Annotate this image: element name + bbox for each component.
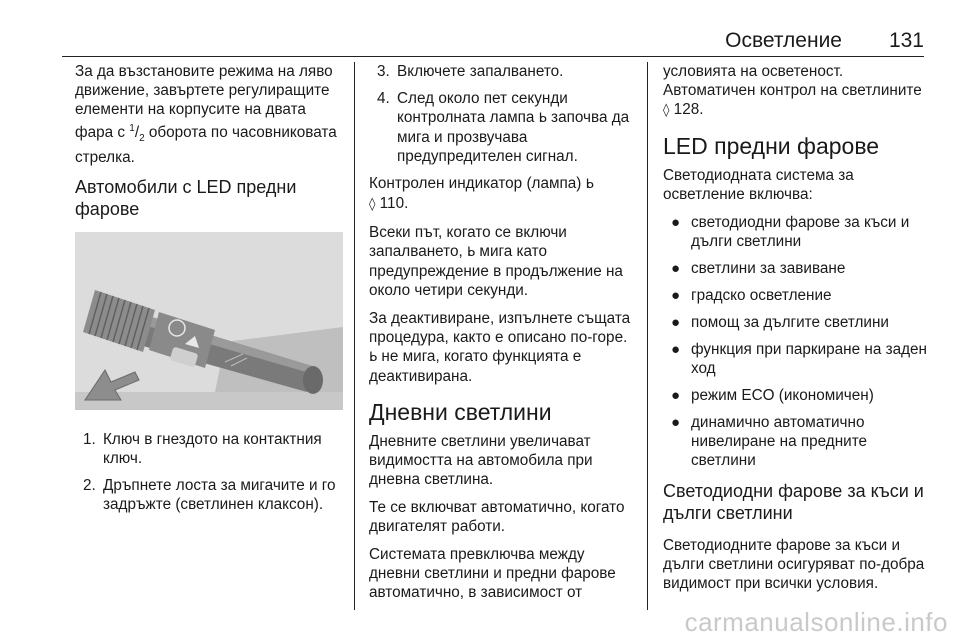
paragraph	[369, 174, 637, 214]
paragraph: Светодиодната система за осветление включва:	[663, 167, 854, 203]
bullet-icon: ●	[671, 214, 681, 231]
paragraph-text: Всеки път, когато се включи запалването,	[369, 224, 567, 260]
list-item-text: започва да мига и прозвучава предупредителен сигнал.	[397, 109, 630, 165]
numbered-list	[369, 62, 637, 166]
page-reference[interactable]: 128.	[669, 101, 704, 118]
paragraph: Те се включват автоматично, когато двигателят работи.	[369, 499, 625, 535]
watermark: carmanualsonline.info	[684, 607, 948, 637]
paragraph-text: Автоматичен контрол на светлините	[663, 82, 922, 99]
paragraph-text: условията на осветеност.	[663, 63, 844, 80]
list-number: 1.	[83, 431, 96, 449]
numbered-list	[75, 430, 343, 514]
paragraph-text: мига като предупреждение в продължение на около четири секунди.	[369, 243, 623, 299]
bullet-list	[663, 213, 931, 470]
list-item	[75, 476, 343, 514]
page-reference[interactable]: 110.	[375, 195, 409, 212]
subsection-heading: Светодиодни фарове за къси и дълги светлини	[663, 481, 924, 523]
paragraph	[369, 223, 637, 300]
fraction-separator: /	[134, 124, 140, 142]
indicator-lamp-icon: ᖯ	[538, 111, 547, 126]
paragraph	[663, 62, 931, 81]
list-item	[663, 313, 931, 332]
list-number: 3.	[377, 63, 390, 80]
list-item	[663, 259, 931, 278]
list-item-text: функция при паркиране на заден ход	[691, 341, 927, 377]
list-item	[663, 213, 931, 251]
list-item-text: Включете запалването.	[397, 63, 564, 80]
column-3	[663, 62, 931, 602]
fraction-numerator: 1	[129, 123, 135, 134]
section-title: Осветление	[725, 29, 842, 52]
page-reference-arrow-icon: ◊	[369, 197, 376, 212]
bullet-icon: ●	[671, 387, 681, 404]
paragraph-text: За да възстановите режима на ляво движение, завъртете регулиращите елементи на корпусите на двата фара с	[75, 63, 333, 142]
paragraph	[369, 309, 637, 386]
paragraph: Светодиодните фарове за къси и дълги светлини осигуряват по-добра видимост при всички условия.	[663, 537, 925, 592]
list-item	[75, 430, 343, 468]
section-heading: LED предни фарове	[663, 133, 880, 159]
list-item-text: светодиодни фарове за къси и дълги светлини	[691, 214, 910, 250]
list-item-text: режим ECO (икономичен)	[691, 387, 874, 404]
indicator-lamp-icon: ᖯ	[585, 177, 594, 192]
indicator-lamp-icon: ᖯ	[467, 245, 476, 260]
list-item	[663, 340, 931, 378]
list-item-text: помощ за дългите светлини	[691, 314, 889, 331]
paragraph: Системата превключва между дневни светлини и предни фарове автоматично, в зависимост от	[369, 546, 616, 601]
list-number: 4.	[377, 90, 390, 107]
list-item-text: Ключ в гнездото на контактния ключ.	[103, 431, 322, 468]
column-divider	[354, 62, 355, 610]
list-item-text: След около пет секунди контролната лампа	[397, 90, 568, 126]
page-number: 131	[888, 29, 924, 52]
indicator-lamp-icon: ᖯ	[369, 350, 378, 365]
list-item-text: светлини за завиване	[691, 260, 846, 277]
column-2	[369, 62, 637, 611]
section-heading: Дневни светлини	[369, 399, 552, 425]
list-item	[369, 89, 637, 166]
fraction-denominator: 2	[139, 133, 145, 145]
paragraph-text: Контролен индикатор (лампа)	[369, 175, 586, 192]
list-item	[663, 386, 931, 405]
column-divider	[647, 62, 648, 610]
paragraph-text: не мига, когато функцията е деактивирана.	[369, 348, 582, 385]
bullet-icon: ●	[671, 414, 681, 431]
paragraph: Дневните светлини увеличават видимостта на автомобила при дневна светлина.	[369, 433, 593, 488]
list-number: 2.	[83, 477, 96, 495]
column-1	[75, 62, 343, 522]
bullet-icon: ●	[671, 287, 681, 304]
list-item-text: динамично автоматично нивелиране на предните светлини	[691, 414, 868, 469]
bullet-icon: ●	[671, 314, 681, 331]
bullet-icon: ●	[671, 260, 681, 277]
list-item-text: Дръпнете лоста за мигачите и го задръжте (светлинен клаксон).	[103, 477, 336, 514]
list-item	[369, 62, 637, 81]
page-header	[62, 26, 924, 57]
headlight-stalk-illustration	[75, 232, 343, 410]
paragraph	[663, 81, 931, 120]
list-item-text: градско осветление	[691, 287, 832, 304]
subsection-heading: Автомобили с LED предни фарове	[75, 177, 297, 220]
paragraph-text: оборота по часовниковата стрелка.	[75, 124, 337, 167]
page-reference-arrow-icon: ◊	[663, 103, 670, 118]
list-item	[663, 286, 931, 305]
list-item	[663, 413, 931, 470]
paragraph	[75, 62, 343, 167]
paragraph-text: За деактивиране, изпълнете същата процедура, както е описано по-горе.	[369, 310, 631, 346]
bullet-icon: ●	[671, 341, 681, 358]
